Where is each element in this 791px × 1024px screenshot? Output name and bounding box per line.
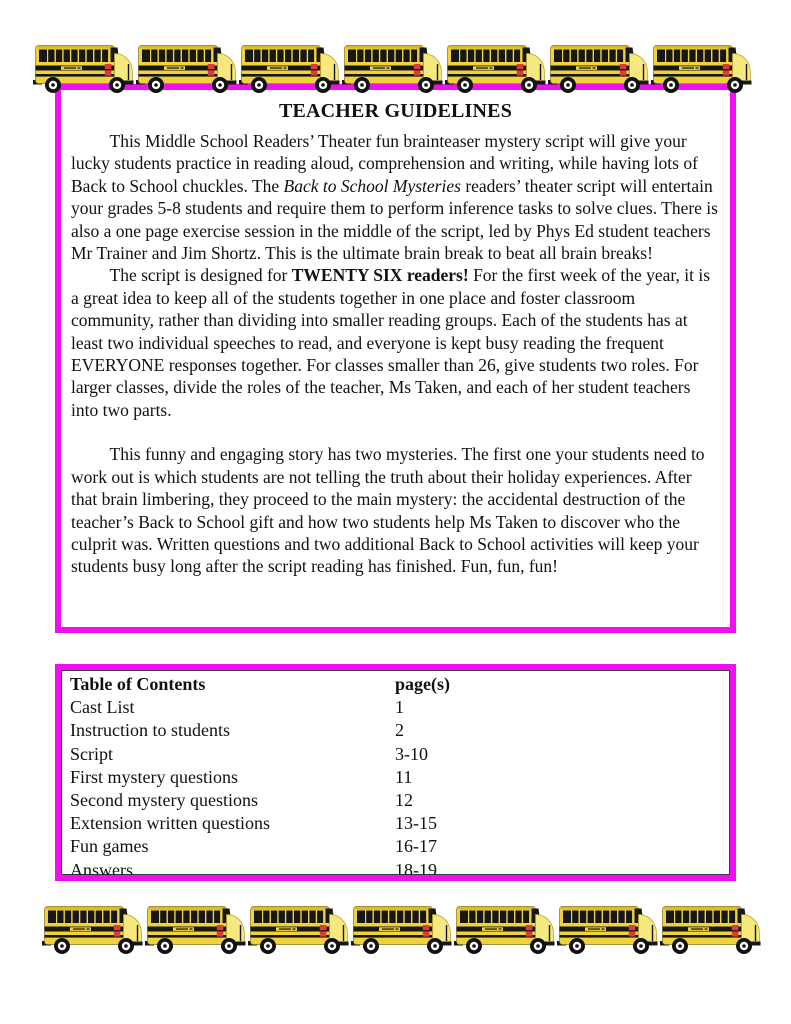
school-bus-icon [239, 40, 340, 94]
toc-header-row [70, 673, 723, 696]
page-title: TEACHER GUIDELINES [278, 100, 513, 122]
toc-header-pages: page(s) [395, 674, 450, 694]
toc-item-pages: 1 [395, 697, 404, 718]
school-bus-icon [342, 40, 443, 94]
school-bus-icon [136, 40, 237, 94]
italic-text-run: Back to School Mysteries [283, 175, 461, 196]
school-bus-icon [548, 40, 649, 94]
toc-item-pages: 12 [395, 790, 413, 811]
text-run: For the first week of the year, it is a great idea to keep all of the students together in one place and foster classroom community, rather than dividing into smaller reading groups. Each of the students has at least two individual speeches to read, and everyone is kept busy reading the frequent EVERYONE responses together. For classes smaller than 26, give students two roles. For larger classes, divide the roles of the teacher, Ms Taken, and each of her student teachers into two parts. [71, 265, 711, 420]
school-bus-icon [660, 901, 761, 955]
toc-item-pages: 3-10 [395, 743, 428, 764]
toc-item-label: First mystery questions [70, 766, 239, 787]
toc-row-first-mystery [70, 766, 723, 789]
school-bus-icon [454, 901, 555, 955]
toc-item-pages: 13-15 [395, 813, 437, 834]
school-bus-icon [651, 40, 752, 94]
text-run: This Middle School Readers’ Theater fun brainteaser mystery script will give your lucky students practice in reading aloud, comprehension and writing, while having lots of Back to School chuckles. The [71, 131, 698, 196]
school-bus-icon [248, 901, 349, 955]
guidelines-paragraph-2 [71, 264, 720, 421]
toc-item-label: Script [70, 743, 113, 764]
toc-header-label: Table of Contents [70, 674, 206, 694]
toc-row-instruction [70, 719, 723, 742]
text-run: readers’ theater script will entertain your grades 5-8 students and require them to perform inference tasks to solve clues. There is also a one page exercise session in the middle of the script, led by Phys Ed student teachers Mr Trainer and Jim Shortz. This is the ultimate brain break to beat all brain breaks! [71, 175, 718, 264]
school-bus-icon [351, 901, 452, 955]
teacher-guidelines-box [55, 84, 736, 633]
bold-text-run: TWENTY SIX readers! [291, 265, 469, 286]
toc-item-pages: 11 [395, 766, 413, 787]
toc-row-fun-games [70, 835, 723, 858]
table-of-contents [61, 670, 730, 880]
school-bus-icon [33, 40, 134, 94]
text-run: The script is designed for [109, 265, 292, 286]
toc-row-second-mystery [70, 789, 723, 812]
bus-border-bottom [42, 901, 763, 955]
school-bus-icon [42, 901, 143, 955]
toc-item-label: Cast List [70, 697, 135, 718]
toc-row-script [70, 743, 723, 766]
bus-border-top [33, 40, 754, 94]
table-of-contents-box [55, 664, 736, 881]
school-bus-icon [557, 901, 658, 955]
school-bus-icon [145, 901, 246, 955]
toc-row-extension-questions [70, 812, 723, 835]
guidelines-paragraph-1 [71, 130, 720, 264]
toc-row-cast-list [70, 696, 723, 719]
toc-item-pages: 16-17 [395, 836, 437, 857]
toc-item-label: Fun games [70, 836, 149, 857]
toc-item-label: Extension written questions [70, 813, 270, 834]
school-bus-icon [445, 40, 546, 94]
toc-item-label: Answers [70, 859, 133, 880]
toc-item-pages: 18-19 [395, 859, 437, 880]
toc-row-answers [70, 859, 723, 881]
toc-item-label: Instruction to students [70, 720, 230, 741]
text-run: This funny and engaging story has two mysteries. The first one your students need to work out is which students are not telling the truth about their holiday experiences. After that brain limbering, they proceed to the main mystery: the accidental destruction of the teacher’s Back to School gift and how two students help Ms Taken to discover who the culprit was. Written questions and two additional Back to School activities will keep your students busy long after the script reading has finished. Fun, fun, fun! [71, 444, 705, 577]
toc-item-pages: 2 [395, 720, 404, 741]
guidelines-paragraph-3 [71, 443, 720, 577]
toc-item-label: Second mystery questions [70, 790, 258, 811]
